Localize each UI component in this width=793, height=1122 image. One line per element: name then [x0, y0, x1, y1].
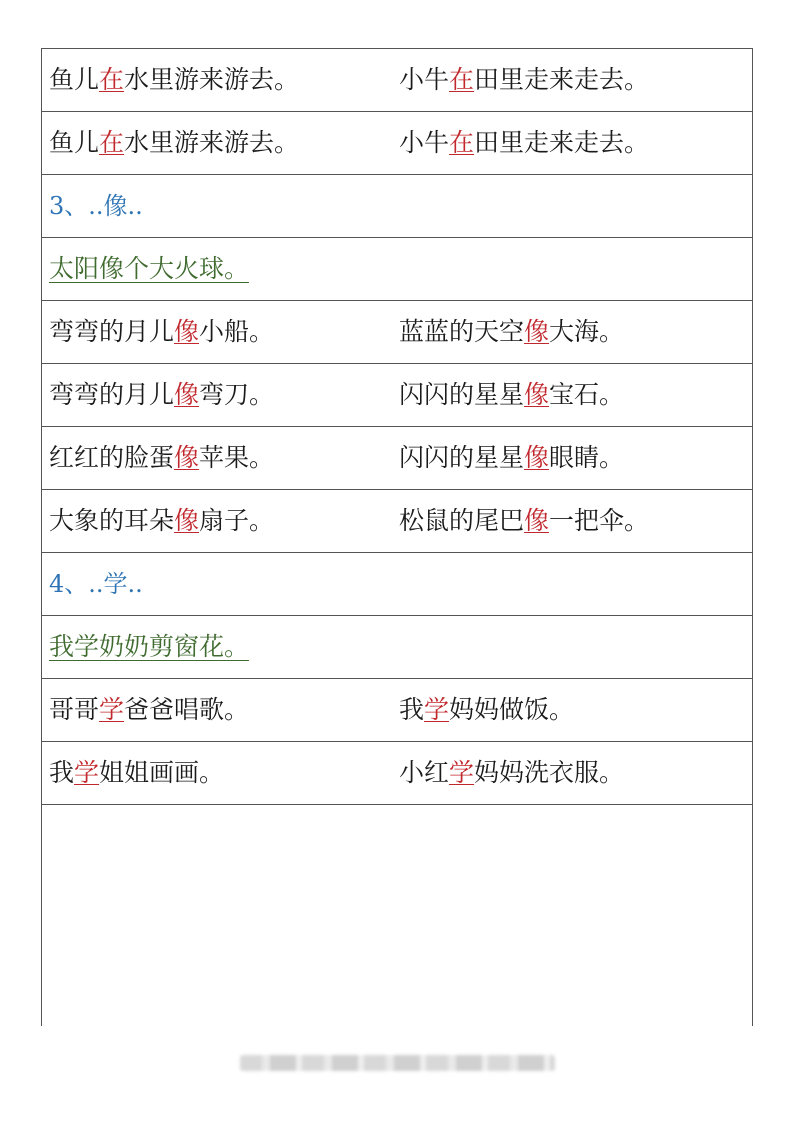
sentence-text: 水里游来游去。	[124, 65, 300, 94]
sentence-text: 小牛	[399, 65, 450, 94]
key-word: 像	[524, 506, 550, 535]
key-word: 像	[174, 317, 200, 346]
sentence-text: 妈妈洗衣服。	[474, 758, 625, 787]
sentence-left	[49, 49, 299, 111]
key-word: 像	[524, 317, 550, 346]
sentence-text: 闪闪的星星	[399, 380, 525, 409]
section-heading: 4、..学..	[49, 570, 143, 598]
sentence-right	[399, 742, 624, 804]
sentence-text: 宝石。	[549, 380, 625, 409]
sentence-left	[49, 112, 299, 174]
sentence-text: 一把伞。	[549, 506, 650, 535]
sentence-text: 姐姐画画。	[99, 758, 225, 787]
sentence-text: 小船。	[199, 317, 275, 346]
sentence-text: 闪闪的星星	[399, 443, 525, 472]
sentence-row	[42, 301, 752, 364]
sentence-text: 大海。	[549, 317, 625, 346]
sentence-text: 大象的耳朵	[49, 506, 175, 535]
sentence-text: 鱼儿	[49, 65, 100, 94]
sentence-text: 水里游来游去。	[124, 128, 300, 157]
key-word: 在	[99, 65, 125, 94]
sentence-text: 弯弯的月儿	[49, 380, 175, 409]
blurred-footer	[240, 1055, 555, 1071]
section-heading: 3、..像..	[49, 192, 143, 220]
sentence-text: 爸爸唱歌。	[124, 695, 250, 724]
key-word: 在	[449, 65, 475, 94]
sentence-right	[399, 364, 624, 426]
key-word: 在	[449, 128, 475, 157]
sentence-row	[42, 742, 752, 805]
key-word: 像	[524, 443, 550, 472]
sentence-text: 鱼儿	[49, 128, 100, 157]
sentence-right	[399, 301, 624, 363]
sentence-row	[42, 490, 752, 553]
sentence-right	[399, 112, 649, 174]
sentence-text: 蓝蓝的天空	[399, 317, 525, 346]
sentence-text: 弯刀。	[199, 380, 275, 409]
sentence-left	[49, 679, 249, 741]
example-sentence: 太阳像个大火球。	[49, 254, 250, 283]
key-word: 像	[174, 443, 200, 472]
key-word: 像	[524, 380, 550, 409]
sentence-text: 小红	[399, 758, 450, 787]
worksheet-table	[41, 48, 753, 1026]
sentence-left	[49, 742, 224, 804]
sentence-left	[49, 364, 274, 426]
sentence-row	[42, 679, 752, 742]
key-word: 像	[174, 506, 200, 535]
sentence-text: 苹果。	[199, 443, 275, 472]
example-sentence: 我学奶奶剪窗花。	[49, 632, 250, 661]
sentence-text: 弯弯的月儿	[49, 317, 175, 346]
sentence-left	[49, 427, 274, 489]
sentence-left	[49, 490, 274, 552]
sentence-row	[42, 364, 752, 427]
sentence-text: 妈妈做饭。	[449, 695, 575, 724]
key-word: 在	[99, 128, 125, 157]
sentence-text: 我	[399, 695, 425, 724]
key-word: 学	[99, 695, 125, 724]
example-row	[42, 238, 752, 301]
sentence-text: 哥哥	[49, 695, 100, 724]
sentence-text: 红红的脸蛋	[49, 443, 175, 472]
sentence-text: 田里走来走去。	[474, 65, 650, 94]
sentence-right	[399, 679, 574, 741]
sentence-text: 我	[49, 758, 75, 787]
key-word: 学	[449, 758, 475, 787]
section-heading-row	[42, 553, 752, 616]
sentence-left	[49, 301, 274, 363]
sentence-row	[42, 427, 752, 490]
sentence-text: 松鼠的尾巴	[399, 506, 525, 535]
sentence-right	[399, 427, 624, 489]
key-word: 学	[74, 758, 100, 787]
sentence-right	[399, 49, 649, 111]
section-heading-row	[42, 175, 752, 238]
sentence-row	[42, 49, 752, 112]
key-word: 像	[174, 380, 200, 409]
example-row	[42, 616, 752, 679]
sentence-text: 田里走来走去。	[474, 128, 650, 157]
sentence-right	[399, 490, 649, 552]
key-word: 学	[424, 695, 450, 724]
sentence-text: 小牛	[399, 128, 450, 157]
sentence-text: 眼睛。	[549, 443, 625, 472]
sentence-text: 扇子。	[199, 506, 275, 535]
sentence-row	[42, 112, 752, 175]
